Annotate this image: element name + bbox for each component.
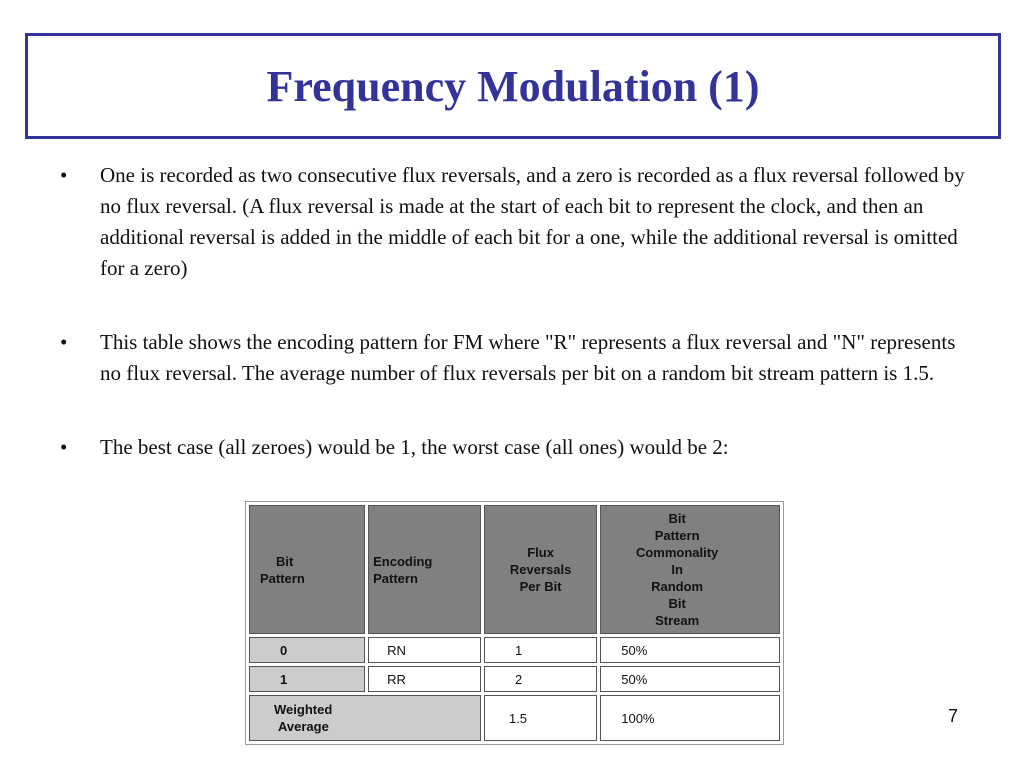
header-bit-pattern: Bit Pattern [249, 505, 365, 634]
bullet-list [60, 160, 965, 463]
cell-commonality: 50% [600, 666, 780, 692]
bullet-item [60, 432, 965, 463]
header-encoding-pattern: Encoding Pattern [368, 505, 481, 634]
cell-commonality: 50% [600, 637, 780, 663]
cell-bit: 1 [249, 666, 365, 692]
cell-bit: 0 [249, 637, 365, 663]
table-row-weighted-average [249, 695, 780, 741]
cell-flux: 1 [484, 637, 597, 663]
table-header-row [249, 505, 780, 634]
bullet-dot-icon: • [60, 163, 68, 187]
bullet-dot-icon: • [60, 330, 68, 354]
cell-weighted-flux: 1.5 [484, 695, 597, 741]
cell-flux: 2 [484, 666, 597, 692]
page-title: Frequency Modulation (1) [266, 61, 760, 111]
title-box [25, 33, 1001, 139]
table-row [249, 637, 780, 663]
bullet-item [60, 327, 965, 389]
page-number: 7 [948, 706, 959, 726]
header-flux-reversals: Flux Reversals Per Bit [484, 505, 597, 634]
header-commonality: Bit Pattern Commonality In Random Bit Stream [600, 505, 780, 634]
cell-encoding: RR [368, 666, 481, 692]
bullet-text: One is recorded as two consecutive flux reversals, and a zero is recorded as a flux reversal followed by no flux reversal. (A flux reversal is made at the start of each bit to represent the clock, and then an additional reversal is added in the middle of each bit for a one, while the additional reversal is omitted for a zero) [100, 163, 965, 280]
cell-encoding: RN [368, 637, 481, 663]
bullet-text: This table shows the encoding pattern for FM where "R" represents a flux reversal and "N" represents no flux reversal. The average number of flux reversals per bit on a random bit stream pattern is 1.5. [100, 330, 956, 385]
cell-weighted-average-label: Weighted Average [249, 695, 481, 741]
bullet-item [60, 160, 965, 284]
bullet-dot-icon: • [60, 435, 68, 459]
encoding-table-frame [245, 501, 784, 745]
cell-weighted-commonality: 100% [600, 695, 780, 741]
encoding-table [246, 502, 783, 744]
bullet-text: The best case (all zeroes) would be 1, the worst case (all ones) would be 2: [100, 435, 729, 459]
table-row [249, 666, 780, 692]
